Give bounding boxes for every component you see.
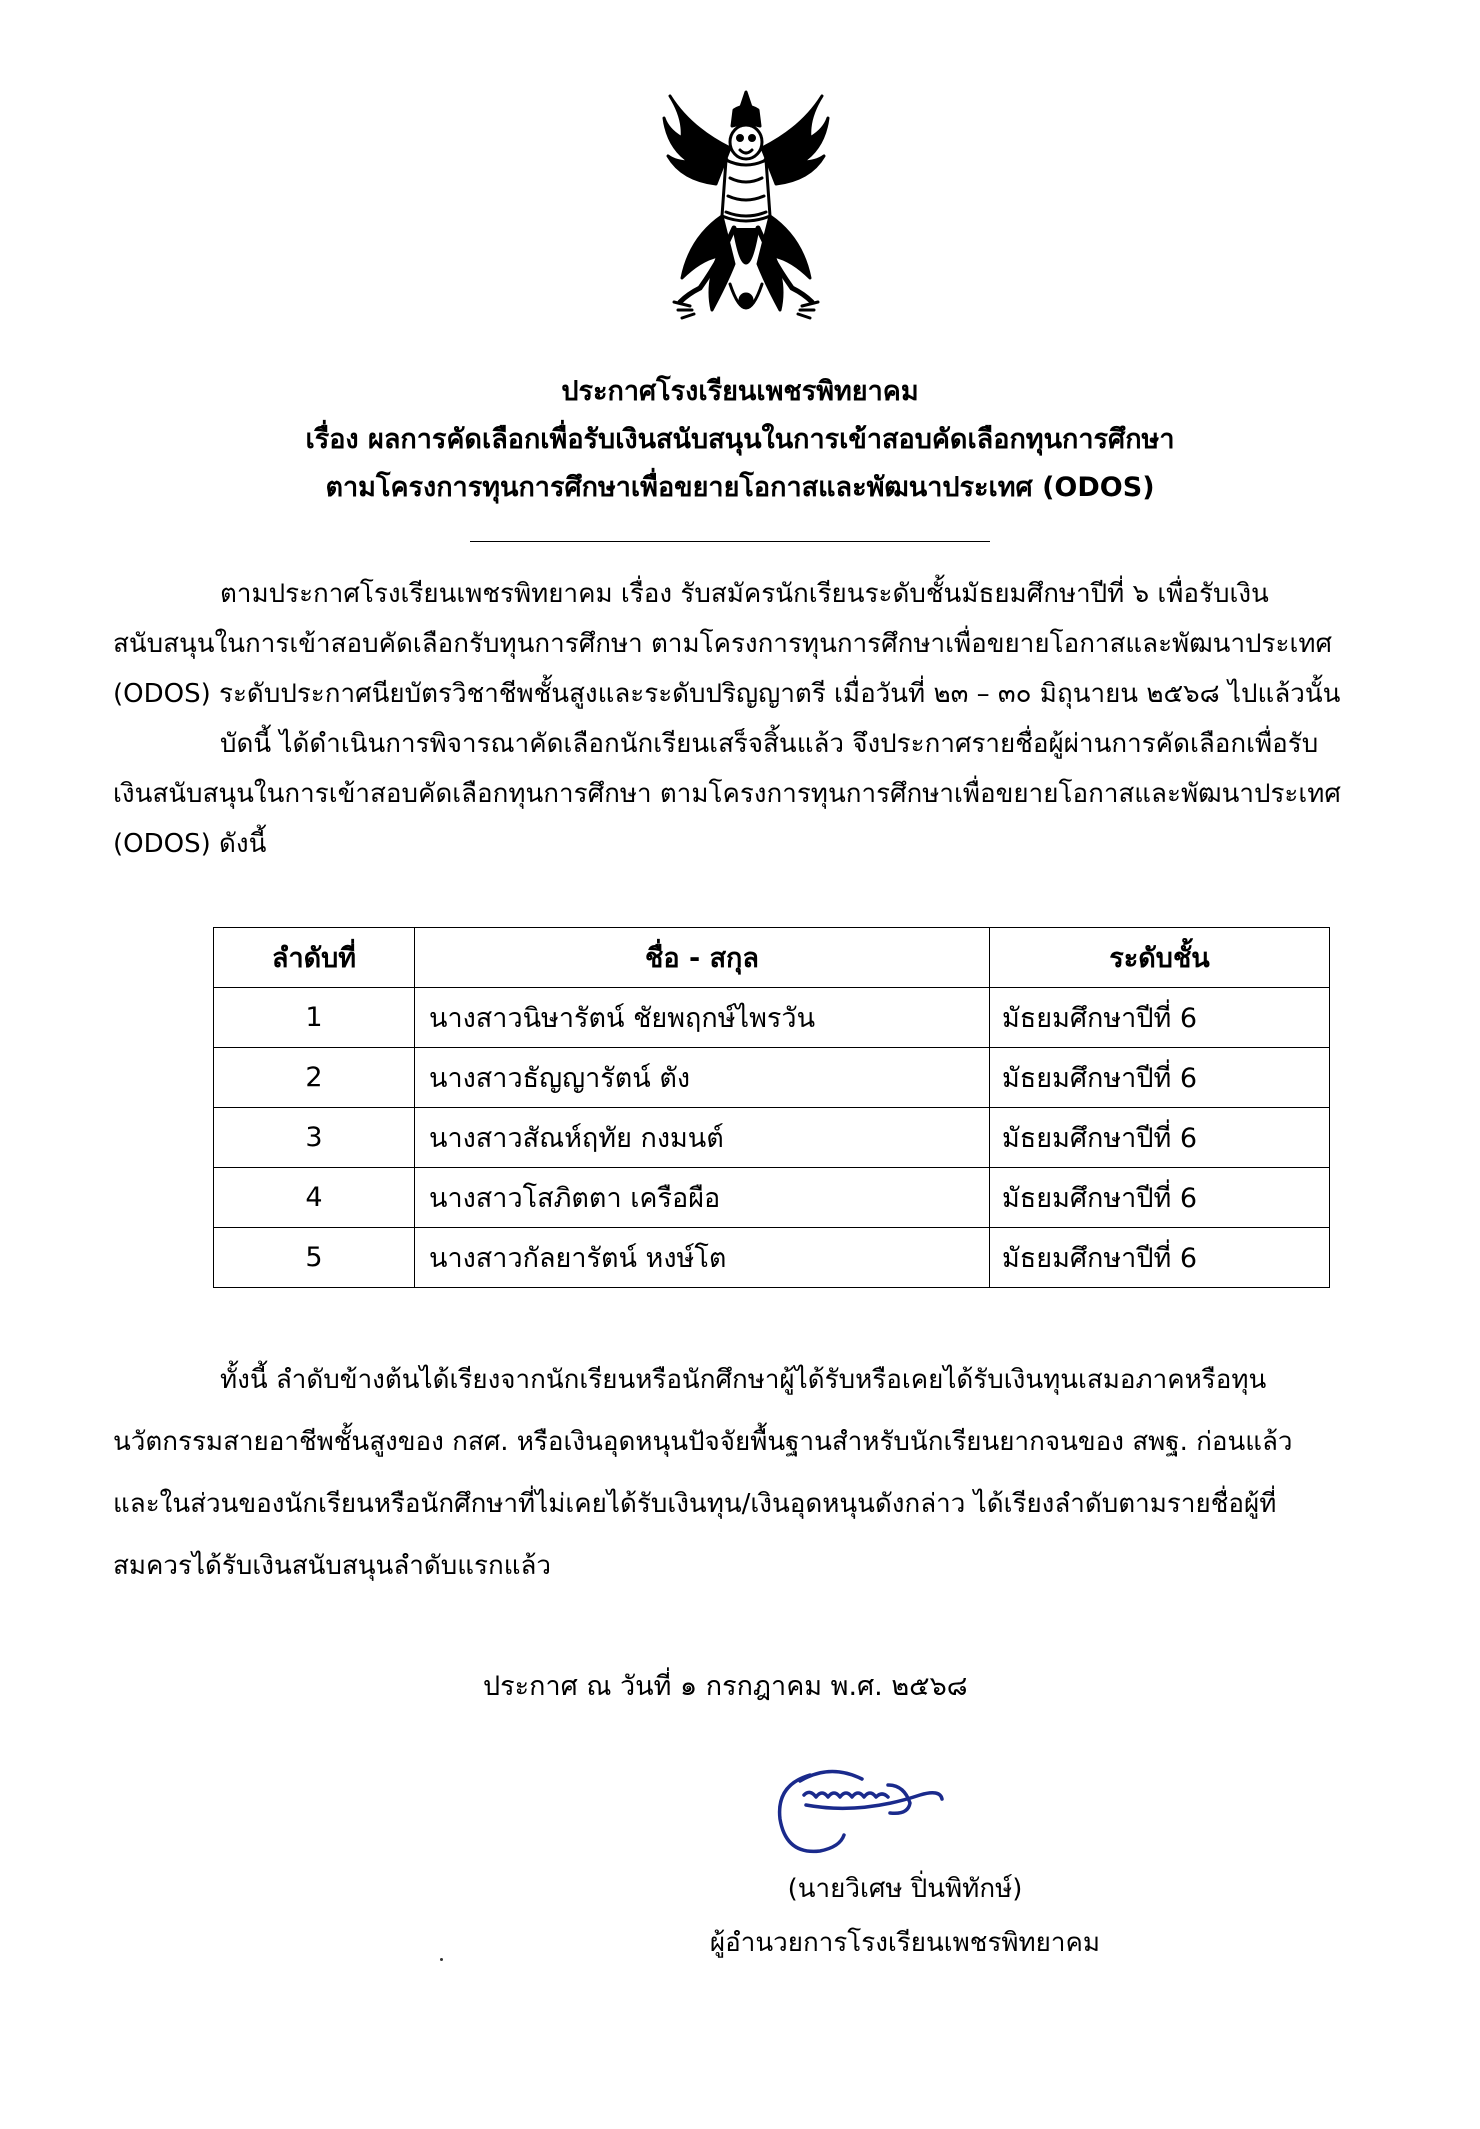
cell-no: 1 [214, 988, 415, 1048]
table-row [214, 1168, 1330, 1228]
paragraph-line: สนับสนุนในการเข้าสอบคัดเลือกรับทุนการศึกษา ตามโครงการทุนการศึกษาเพื่อขยายโอกาสและพัฒนาประเทศ [113, 629, 1333, 659]
cell-level: มัธยมศึกษาปีที่ 6 [990, 1228, 1330, 1288]
table-row [214, 1108, 1330, 1168]
announcement-subject: เรื่อง ผลการคัดเลือกเพื่อรับเงินสนับสนุนในการเข้าสอบคัดเลือกทุนการศึกษา [305, 424, 1175, 455]
paragraph-line: สมควรได้รับเงินสนับสนุนลำดับแรกแล้ว [113, 1551, 551, 1581]
garuda-emblem-icon [660, 88, 832, 333]
table-row [214, 988, 1330, 1048]
paragraph-3 [113, 1349, 1403, 1597]
cell-name: นางสาวธัญญารัตน์ ตัง [415, 1048, 990, 1108]
cell-level: มัธยมศึกษาปีที่ 6 [990, 1108, 1330, 1168]
cell-name: นางสาวนิษารัตน์ ชัยพฤกษ์ไพรวัน [415, 988, 990, 1048]
results-table [213, 927, 1330, 1288]
stray-mark [440, 1958, 443, 1961]
signer-position: ผู้อำนวยการโรงเรียนเพชรพิทยาคม [709, 1928, 1101, 1958]
column-header-level: ระดับชั้น [990, 928, 1330, 988]
cell-level: มัธยมศึกษาปีที่ 6 [990, 1168, 1330, 1228]
cell-name: นางสาวโสภิตตา เครือผือ [415, 1168, 990, 1228]
paragraph-line: ตามประกาศโรงเรียนเพชรพิทยาคม เรื่อง รับสมัครนักเรียนระดับชั้นมัธยมศึกษาปีที่ ๖ เพื่อรับเงิน [220, 579, 1269, 609]
table-header-row [214, 928, 1330, 988]
paragraph-line: นวัตกรรมสายอาชีพชั้นสูงของ กสศ. หรือเงินอุดหนุนปัจจัยพื้นฐานสำหรับนักเรียนยากจนของ สพฐ. ก่อนแล้ว [113, 1427, 1293, 1457]
cell-no: 4 [214, 1168, 415, 1228]
cell-no: 3 [214, 1108, 415, 1168]
cell-name: นางสาวกัลยารัตน์ หงษ์โต [415, 1228, 990, 1288]
paragraph-2 [113, 719, 1403, 869]
cell-name: นางสาวสัณห์ฤทัย กงมนต์ [415, 1108, 990, 1168]
paragraph-line: เงินสนับสนุนในการเข้าสอบคัดเลือกทุนการศึกษา ตามโครงการทุนการศึกษาเพื่อขยายโอกาสและพัฒนาประเทศ [113, 779, 1341, 809]
column-header-no: ลำดับที่ [214, 928, 415, 988]
announcement-date: ประกาศ ณ วันที่ ๑ กรกฎาคม พ.ศ. ๒๕๖๘ [483, 1671, 968, 1702]
table-row [214, 1228, 1330, 1288]
cell-level: มัธยมศึกษาปีที่ 6 [990, 1048, 1330, 1108]
paragraph-line: บัดนี้ ได้ดำเนินการพิจารณาคัดเลือกนักเรียนเสร็จสิ้นแล้ว จึงประกาศรายชื่อผู้ผ่านการคัดเลือกเพื่อรับ [220, 729, 1319, 759]
announcement-header [0, 368, 1480, 512]
column-header-name: ชื่อ - สกุล [415, 928, 990, 988]
signer-name: (นายวิเศษ ปิ่นพิทักษ์) [787, 1874, 1023, 1904]
title-divider [470, 541, 990, 542]
paragraph-1 [113, 569, 1403, 719]
announcement-subject-line2: ตามโครงการทุนการศึกษาเพื่อขยายโอกาสและพัฒนาประเทศ (ODOS) [325, 472, 1155, 503]
cell-no: 2 [214, 1048, 415, 1108]
paragraph-line: (ODOS) ระดับประกาศนียบัตรวิชาชีพชั้นสูงและระดับปริญญาตรี เมื่อวันที่ ๒๓ – ๓๐ มิถุนายน ๒๕๖๘ ไปแล้วนั้น [113, 679, 1341, 709]
paragraph-line: ทั้งนี้ ลำดับข้างต้นได้เรียงจากนักเรียนหรือนักศึกษาผู้ได้รับหรือเคยได้รับเงินทุนเสมอภาคหรือทุน [220, 1365, 1267, 1395]
cell-level: มัธยมศึกษาปีที่ 6 [990, 988, 1330, 1048]
table-row [214, 1048, 1330, 1108]
cell-no: 5 [214, 1228, 415, 1288]
signature-icon [770, 1755, 950, 1860]
paragraph-line: (ODOS) ดังนี้ [113, 829, 267, 859]
paragraph-line: และในส่วนของนักเรียนหรือนักศึกษาที่ไม่เคยได้รับเงินทุน/เงินอุดหนุนดังกล่าว ได้เรียงลำดับตามรายชื่อผู้ที่ [113, 1489, 1277, 1519]
announcement-title: ประกาศโรงเรียนเพชรพิทยาคม [561, 376, 919, 407]
